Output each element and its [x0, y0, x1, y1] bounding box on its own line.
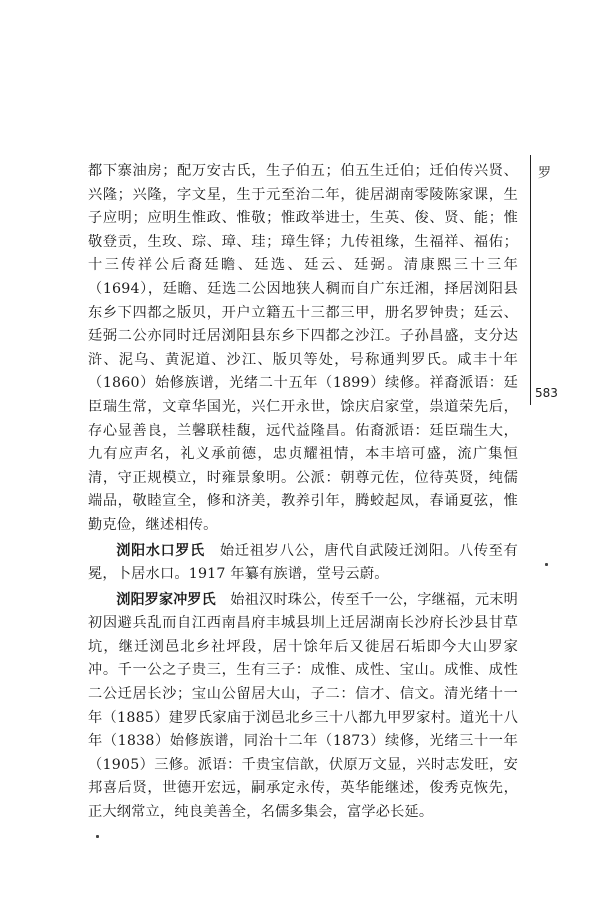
entry-heading: 浏阳水口罗氏 — [116, 542, 205, 559]
paragraph-continued-entry: 都下寨油房；配万安古氏，生子伯五；伯五生迁伯；迁伯传兴贤、兴隆；兴隆，字文星，生于元至治二年，徙居湖南零陵陈家课，生子应明；应明生惟政、惟敬；惟政举进士，生英、俊、贤、能；惟敬登贡，生玫、琮、璋、珪；璋生铎；九传祖缘，生福祥、福佑；十三传祥公后裔廷瞻、廷选、廷云、廷弼。清康熙三十三年（1694），廷瞻、廷选二公因地狭人稠而自广东迁湘，择居浏阳县东乡下四都之版贝，开户立籍五十三都三甲，册名罗钟贵；廷云、廷弼二公亦同时迁居浏阳县东乡下四都之沙江。子孙昌盛，支分达浒、泥乌、黄泥道、沙江、版贝等处，号称通判罗氏。咸丰十年（1860）始修族谱，光绪二十五年（1899）续修。祥裔派语：廷臣瑞生常，文章华国光，兴仁开永世，馀庆启家堂，祟道荣先后，存心显善良，兰馨联桂馥，远代益隆昌。佑裔派语：廷臣瑞生大，九有应声名，礼义承前德，忠贞耀祖情，本丰培可盛，流广集恒清，守正规模立，时雍景象明。公派：朝尊元佐，位待英贤，纯儒端品，敬睦宣全，修和济美，教养引年，腾蛟起凤，春诵夏弦，惟勤克俭，继述相传。 — [88, 163, 518, 533]
entry-heading: 浏阳罗家冲罗氏 — [116, 591, 216, 608]
scan-speck — [545, 563, 548, 566]
body-text — [88, 160, 518, 825]
margin-rule — [530, 155, 531, 405]
page-number: 583 — [535, 386, 558, 400]
entry-liuyang-shuikou — [88, 540, 518, 587]
margin-surname-tab: 罗 — [538, 166, 552, 181]
entry-liuyang-luojiachong — [88, 589, 518, 825]
entry-body: 始迁祖岁八公，唐代自武陵迁浏阳。八传至有冕，卜居水口。1917 年纂有族谱，堂号云蔚。 — [88, 542, 518, 583]
entry-body: 始祖汉时珠公，传至千一公，字继福，元末明初因避兵乱而自江西南昌府丰城县圳上迁居湖南长沙府长沙县甘草坑，继迁浏邑北乡社坪段，居十馀年后又徙居石垢即今大山罗家冲。千一公之子贵三，生有三子：成惟、成性、宝山。成惟、成性二公迁居长沙；宝山公留居大山，子二：信才、信文。清光绪十一年（1885）建罗氏家庙于浏邑北乡三十八都九甲罗家村。道光十八年（1838）始修族谱，同治十二年（1873）续修，光绪三十一年（1905）三修。派语：千贵宝信歆，伏原万文显，兴时志发旺，安邦喜后贤，世德开宏远，嗣承定永传，英华能继述，俊秀克恢先，正大纲常立，纯良美善全，名儒多集会，富学必长延。 — [88, 591, 518, 821]
scan-speck — [96, 835, 99, 838]
